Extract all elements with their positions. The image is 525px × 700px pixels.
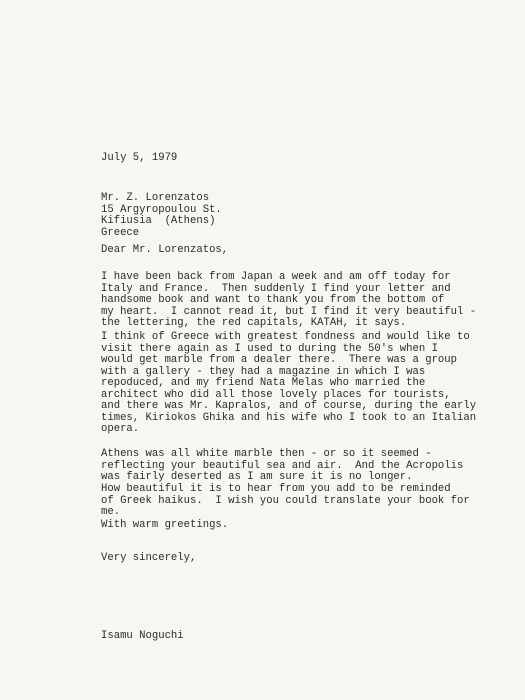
closing-line: Very sincerely, — [101, 552, 197, 564]
address-line: Greece — [101, 226, 140, 239]
paragraph-line: visit there again as I used to during the 50's when I — [101, 342, 438, 355]
paragraph-line: my heart. I cannot read it, but I find it very beautiful - — [101, 305, 477, 318]
paragraph-line: I think of Greece with greatest fondness and would like to — [101, 331, 470, 343]
paragraph-line: Italy and France. Then suddenly I find your letter and — [101, 282, 451, 295]
paragraph-line: opera. — [101, 423, 140, 436]
signature-line: Isamu Noguchi — [101, 630, 184, 642]
paragraph-line: with a gallery - they had a magazine in which I was — [101, 365, 426, 378]
paragraph-line: and there was Mr. Kapralos, and of course, during the early — [101, 400, 477, 413]
paragraph-line: times, Kiriokos Ghika and his wife who I took to an Italian — [101, 411, 477, 424]
address-line: Mr. Z. Lorenzatos — [101, 192, 210, 204]
address-line: Kifiusia (Athens) — [101, 215, 216, 228]
paragraph-4 — [101, 484, 470, 519]
paragraph-5 — [101, 520, 228, 532]
paragraph-1 — [101, 272, 476, 330]
paragraph-line: was fairly deserted as I am sure it is no longer. — [101, 471, 413, 484]
paragraph-line: would get marble from a dealer there. There was a group — [101, 354, 458, 367]
paragraph-line: How beautiful it is to hear from you add to be reminded — [101, 483, 451, 495]
address-line: 15 Argyropoulou St. — [101, 203, 222, 216]
recipient-address — [101, 193, 222, 239]
letter-date — [101, 153, 177, 165]
paragraph-2 — [101, 332, 476, 436]
paragraph-line: me. — [101, 506, 121, 519]
paragraph-line: the lettering, the red capitals, KATAH, it says. — [101, 317, 407, 330]
salutation-line: Dear Mr. Lorenzatos, — [101, 244, 229, 256]
paragraph-line: Athens was all white marble then - or so it seemed - — [101, 448, 432, 460]
paragraph-line: handsome book and want to thank you from the bottom of — [101, 294, 445, 307]
paragraph-line: With warm greetings. — [101, 519, 229, 531]
paragraph-line: repoduced, and my friend Nata Melas who married the — [101, 377, 426, 390]
date-line: July 5, 1979 — [101, 152, 178, 164]
signature — [101, 631, 184, 643]
paragraph-3 — [101, 449, 463, 484]
closing — [101, 553, 196, 565]
paragraph-line: architect who did all those lovely places for tourists, — [101, 388, 451, 401]
paragraph-line: I have been back from Japan a week and am off today for — [101, 271, 451, 283]
paragraph-line: of Greek haikus. I wish you could translate your book for — [101, 494, 470, 507]
paragraph-line: reflecting your beautiful sea and air. And the Acropolis — [101, 459, 464, 472]
salutation — [101, 245, 228, 257]
